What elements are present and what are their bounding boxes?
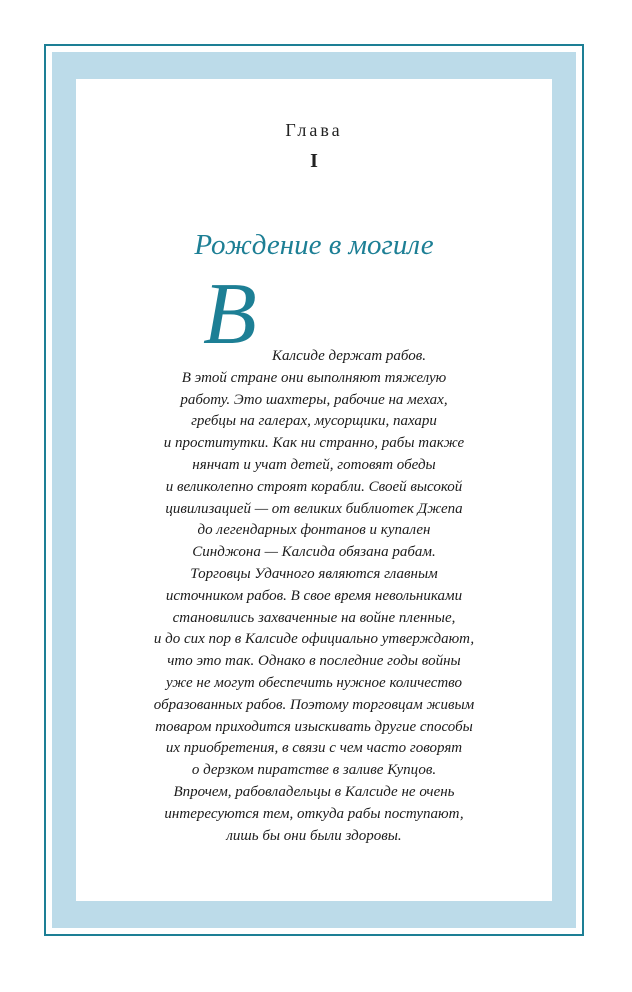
chapter-body-text	[76, 346, 552, 847]
body-line: интересуются тем, откуда рабы поступают,	[164, 805, 464, 822]
body-line: становились захваченные на войне пленные,	[172, 609, 456, 626]
drop-cap-letter: В	[203, 266, 257, 363]
body-line: Калсиде держат рабов.	[271, 348, 427, 364]
body-line: уже не могут обеспечить нужное количество	[165, 674, 462, 691]
body-line: нянчат и учат детей, готовят обеды	[192, 456, 436, 473]
text-panel	[76, 79, 552, 901]
body-line: о дерзком пиратстве в заливе Купцов.	[191, 762, 437, 779]
body-line: товаром приходится изыскивать другие способы	[155, 718, 473, 735]
body-line: Синджона — Калсида обязана рабам.	[192, 544, 436, 561]
decorative-border	[52, 52, 576, 928]
body-line: и великолепно строят корабли. Своей высокой	[165, 478, 463, 495]
chapter-heading: Глава	[285, 120, 343, 140]
body-line: Впрочем, рабовладельцы в Калсиде не очень	[173, 783, 455, 800]
body-line: гребцы на галерах, мусорщики, пахари	[191, 413, 437, 430]
body-line: их приобретения, в связи с чем часто говорят	[165, 740, 463, 757]
body-line: и проститутки. Как ни странно, рабы также	[163, 435, 465, 452]
body-line: что это так. Однако в последние годы войны	[167, 653, 461, 670]
body-line: и до сих пор в Калсиде официально утверждают,	[153, 631, 475, 648]
body-line: Торговцы Удачного являются главным	[190, 565, 438, 582]
body-line: лишь бы они были здоровы.	[226, 827, 402, 844]
chapter-number: I	[310, 150, 318, 172]
body-line: источником рабов. В свое время невольниками	[165, 587, 463, 604]
body-line: до легендарных фонтанов и купален	[197, 522, 431, 539]
body-line: работу. Это шахтеры, рабочие на мехах,	[180, 391, 448, 408]
chapter-title: Рождение в могиле	[194, 229, 434, 261]
body-line: цивилизацией — от великих библиотек Джепа	[165, 500, 463, 517]
page-frame	[44, 44, 584, 936]
body-line: образованных рабов. Поэтому торговцам живым	[153, 696, 475, 713]
body-line: В этой стране они выполняют тяжелую	[181, 369, 447, 386]
